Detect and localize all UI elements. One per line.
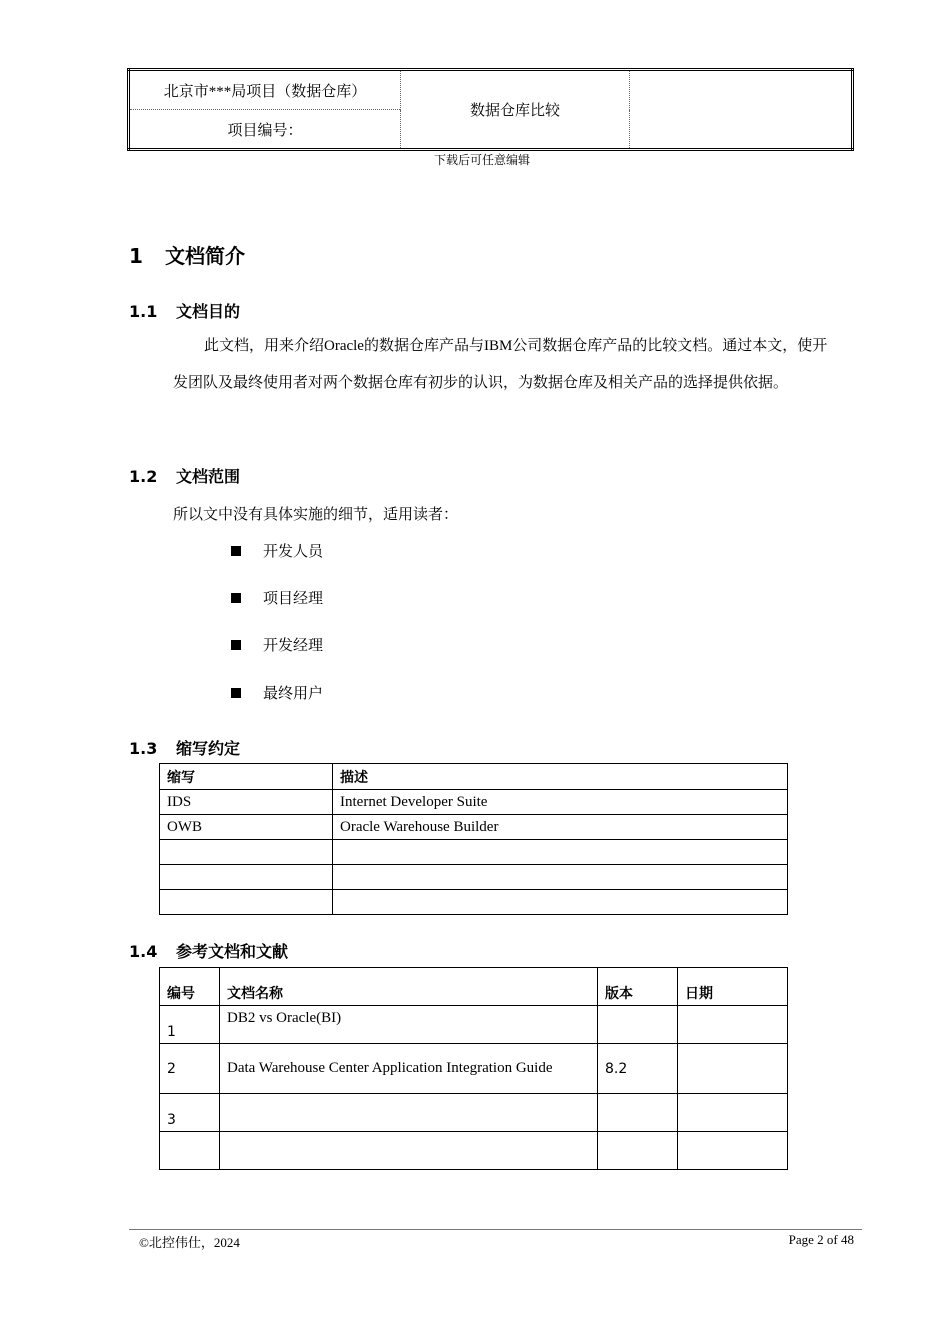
table-cell: 1 <box>160 1006 220 1044</box>
section-title: 缩写约定 <box>176 739 241 758</box>
table-cell: OWB <box>160 815 333 840</box>
table-cell: 8.2 <box>598 1044 678 1094</box>
purpose-paragraph: 此文档，用来介绍Oracle的数据仓库产品与IBM公司数据仓库产品的比较文档。通过本文，使开发团队及最终使用者对两个数据仓库有初步的认识，为数据仓库及相关产品的选择提供依据。 <box>173 338 828 391</box>
section-1-4-heading <box>129 939 288 962</box>
table-cell <box>220 1094 598 1132</box>
reference-table <box>159 967 788 1170</box>
table-cell: Internet Developer Suite <box>333 790 788 815</box>
section-number: 1 <box>129 244 143 268</box>
table-cell <box>160 865 333 890</box>
table-row <box>160 790 788 815</box>
bullet-square-icon <box>231 640 241 650</box>
table-cell <box>678 1094 788 1132</box>
table-row <box>160 1094 788 1132</box>
header-doc-title: 数据仓库比较 <box>401 70 630 150</box>
section-title: 文档简介 <box>165 244 245 268</box>
header-note: 下载后可任意编辑 <box>433 153 530 167</box>
section-number: 1.4 <box>129 942 158 961</box>
section-title: 文档目的 <box>176 302 241 321</box>
table-cell <box>598 1006 678 1044</box>
table-cell: 3 <box>160 1094 220 1132</box>
section-1-2-heading <box>129 464 240 487</box>
table-cell: Oracle Warehouse Builder <box>333 815 788 840</box>
table-cell <box>678 1006 788 1044</box>
list-item: 开发经理 <box>231 634 323 655</box>
table-cell <box>333 890 788 915</box>
table-cell <box>598 1132 678 1170</box>
table-cell <box>160 890 333 915</box>
table-cell <box>220 1132 598 1170</box>
table-cell: 2 <box>160 1044 220 1094</box>
header-right-cell <box>630 70 853 150</box>
table-header: 编号 <box>160 968 220 1006</box>
list-item: 开发人员 <box>231 540 323 561</box>
bullet-square-icon <box>231 688 241 698</box>
table-row <box>160 1006 788 1044</box>
table-row <box>160 1044 788 1094</box>
table-row <box>160 890 788 915</box>
footer-page-number: Page 2 of 48 <box>788 1232 854 1247</box>
bullet-square-icon <box>231 546 241 556</box>
section-1-1-heading <box>129 299 240 322</box>
header-project: 北京市***局项目（数据仓库） <box>129 70 401 110</box>
table-header: 缩写 <box>160 764 333 790</box>
table-row <box>160 840 788 865</box>
section-number: 1.2 <box>129 467 158 486</box>
table-header: 版本 <box>598 968 678 1006</box>
table-cell <box>678 1044 788 1094</box>
section-number: 1.1 <box>129 302 158 321</box>
table-cell <box>333 865 788 890</box>
page-header-table <box>127 68 854 151</box>
abbreviation-table <box>159 763 788 915</box>
table-header: 文档名称 <box>220 968 598 1006</box>
list-item: 最终用户 <box>231 682 323 703</box>
table-cell <box>160 840 333 865</box>
section-number: 1.3 <box>129 739 158 758</box>
table-cell: DB2 vs Oracle(BI) <box>220 1006 598 1044</box>
table-header: 日期 <box>678 968 788 1006</box>
header-project-no: 项目编号： <box>129 110 401 150</box>
section-title: 文档范围 <box>176 467 241 486</box>
footer-copyright: ©北控伟仕，2024 <box>139 1235 240 1250</box>
table-cell: IDS <box>160 790 333 815</box>
section-title: 参考文档和文献 <box>176 942 289 961</box>
table-cell: Data Warehouse Center Application Integration Guide <box>220 1044 598 1094</box>
table-cell <box>333 840 788 865</box>
table-header: 描述 <box>333 764 788 790</box>
bullet-square-icon <box>231 593 241 603</box>
section-1-3-heading <box>129 736 240 759</box>
table-row <box>160 1132 788 1170</box>
section-1-heading <box>129 240 245 269</box>
table-row <box>160 815 788 840</box>
footer-divider <box>129 1229 862 1230</box>
table-cell <box>598 1094 678 1132</box>
table-row <box>160 865 788 890</box>
scope-intro: 所以文中没有具体实施的细节，适用读者： <box>173 507 459 523</box>
list-item: 项目经理 <box>231 587 323 608</box>
table-cell <box>678 1132 788 1170</box>
table-cell <box>160 1132 220 1170</box>
